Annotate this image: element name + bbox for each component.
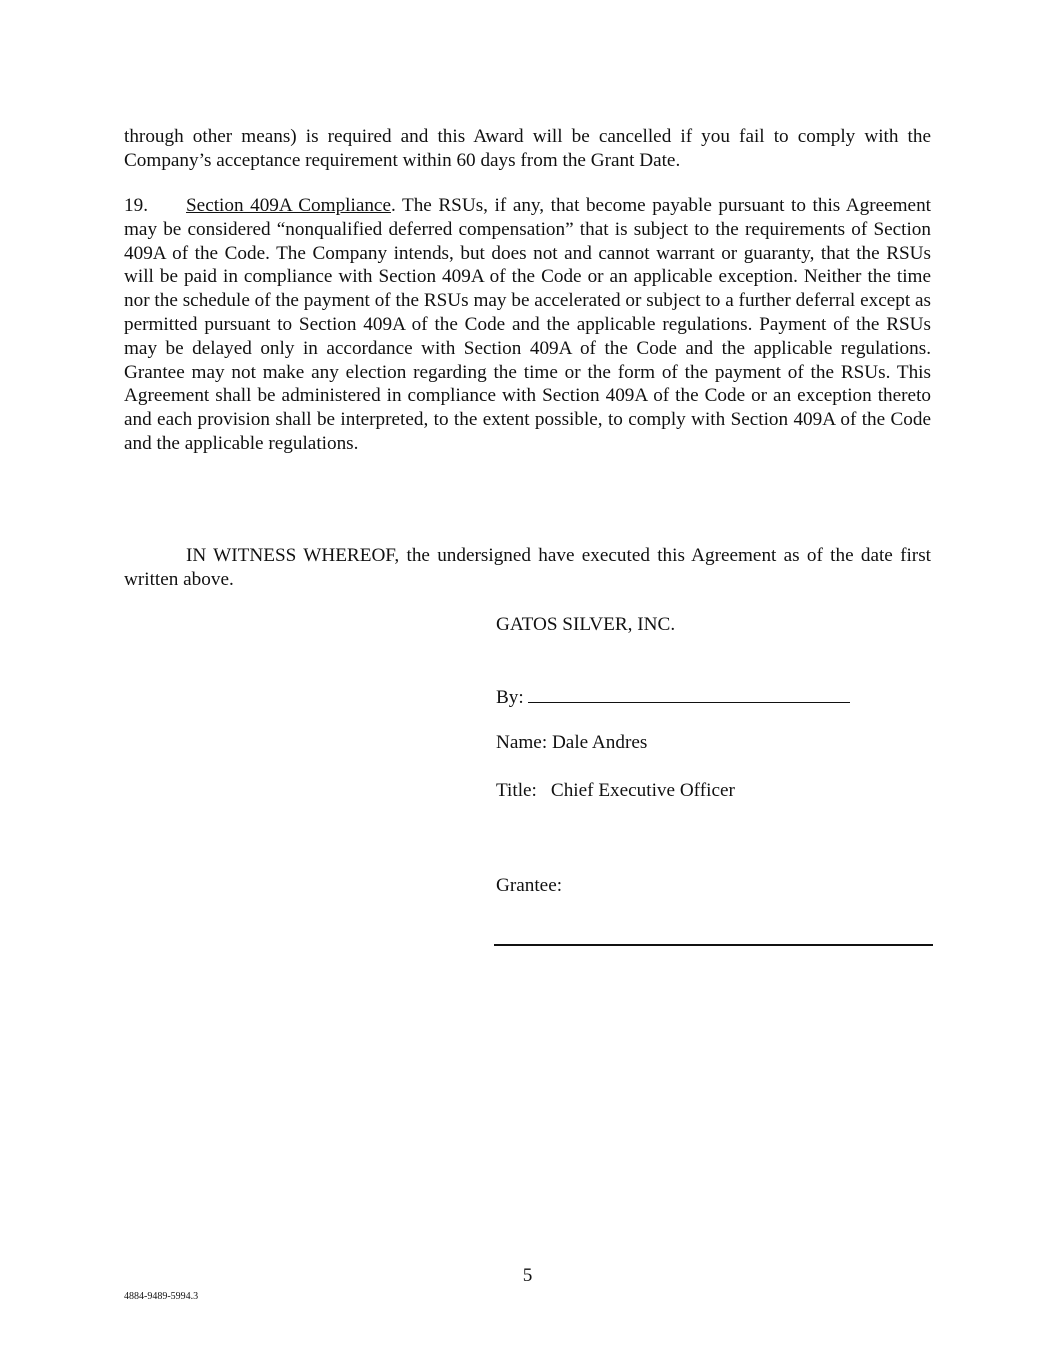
title-value: Chief Executive Officer [550, 780, 735, 801]
by-signature-line [496, 684, 850, 710]
by-label: By: [496, 687, 524, 708]
section-body: . The RSUs, if any, that become payable pursuant to this Agreement may be considered “nonqualified deferred compensation” that is subject to the requirements of Section 409A of the Code. The Company intends, but does not and cannot warrant or guaranty, that the RSUs will be paid in compliance with Section 409A of the Code or an applicable exception. Neither the time nor the schedule of the payment of the RSUs may be accelerated or subject to a further deferral except as permitted pursuant to Section 409A of the Code and the applicable regulations. Payment of the RSUs may be delayed only in accordance with Section 409A of the Code and the applicable regulations. Grantee may not make any election regarding the time or the form of the payment of the RSUs. This Agreement shall be administered in compliance with Section 409A of the Code or an exception thereto and each provision shall be interpreted, to the extent possible, to comply with Section 409A of the Code and the applicable regulations. [124, 195, 932, 454]
page-number: 5 [522, 1265, 533, 1286]
witness-paragraph: IN WITNESS WHEREOF, the undersigned have executed this Agreement as of the date first written above. [124, 545, 931, 590]
company-name: GATOS SILVER, INC. [496, 614, 676, 635]
title-label: Title: [496, 780, 537, 801]
document-id: 4884-9489-5994.3 [124, 1291, 199, 1302]
signatory-title-line [496, 779, 735, 803]
section-19-paragraph [124, 194, 931, 456]
section-number: 19. [124, 195, 148, 216]
signatory-name: Name: Dale Andres [496, 732, 648, 753]
grantee-signature-rule [494, 944, 933, 946]
grantee-label: Grantee: [496, 875, 563, 896]
signature-blank [528, 684, 850, 703]
continued-paragraph: through other means) is required and this Award will be cancelled if you fail to comply with the Company’s acceptance requirement within 60 days from the Grant Date. [124, 126, 931, 171]
section-title: Section 409A Compliance [186, 195, 391, 216]
